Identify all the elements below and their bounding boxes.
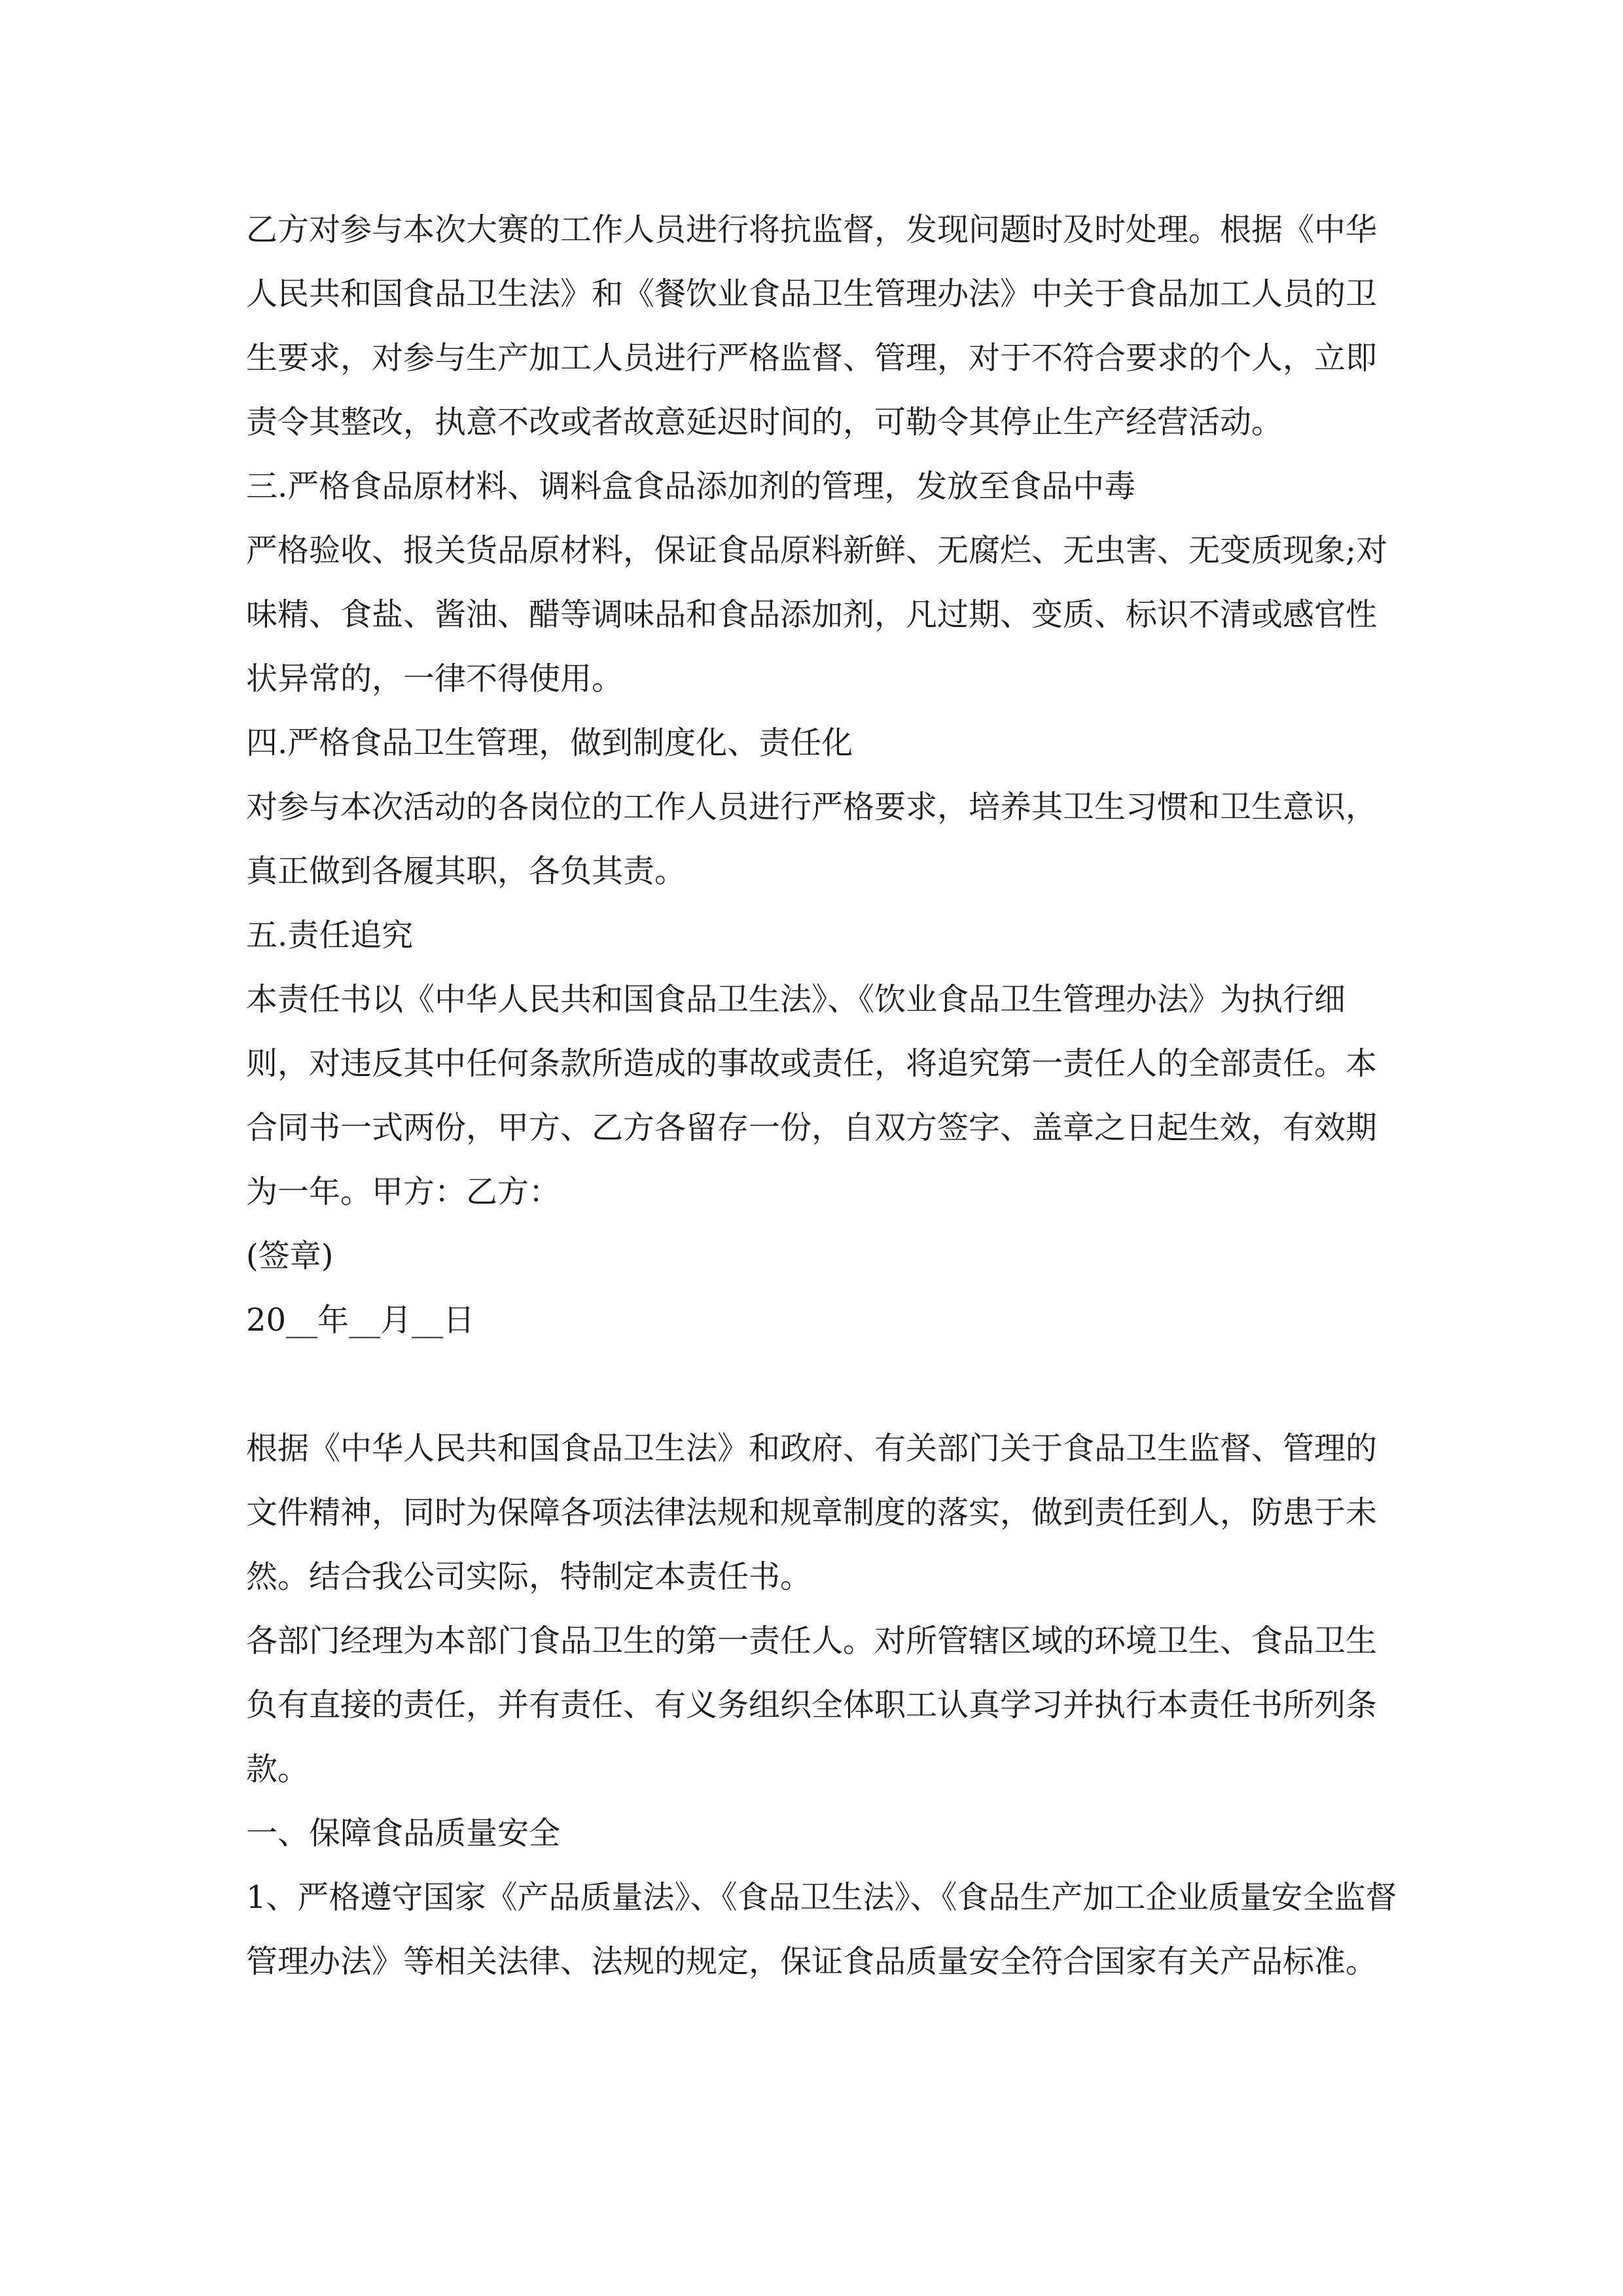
signature-stamp-label: (签章) (246, 1238, 334, 1274)
signature-date-line: 20__年__月__日 (246, 1302, 475, 1338)
document-body (246, 198, 1398, 1994)
paragraph-quality-laws: 1、严格遵守国家《产品质量法》、《食品卫生法》、《食品生产加工企业质量安全监督管理办法》等相关法律、法规的规定，保证食品质量安全符合国家有关产品标准。 (246, 1879, 1397, 1980)
paragraph-supervision: 乙方对参与本次大赛的工作人员进行将抗监督，发现问题时及时处理。根据《中华人民共和国食品卫生法》和《餐饮业食品卫生管理办法》中关于食品加工人员的卫生要求，对参与生产加工人员进行严格监督、管理，对于不符合要求的个人，立即责令其整改，执意不改或者故意延迟时间的，可勒令其停止生产经营活动。 (246, 211, 1378, 440)
paragraph-department-manager: 各部门经理为本部门食品卫生的第一责任人。对所管辖区域的环境卫生、食品卫生负有直接的责任，并有责任、有义务组织全体职工认真学习并执行本责任书所列条款。 (246, 1623, 1378, 1787)
paragraph-staff-requirements: 对参与本次活动的各岗位的工作人员进行严格要求，培养其卫生习惯和卫生意识，真正做到各履其职，各负其责。 (246, 789, 1378, 889)
paragraph-preamble: 根据《中华人民共和国食品卫生法》和政府、有关部门关于食品卫生监督、管理的文件精神，同时为保障各项法律法规和规章制度的落实，做到责任到人，防患于未然。结合我公司实际，特制定本责任书。 (246, 1430, 1378, 1595)
section-heading-3: 三.严格食品原材料、调料盒食品添加剂的管理，发放至食品中毒 (246, 468, 1136, 505)
section-heading-1: 一、保障食品质量安全 (246, 1815, 561, 1852)
section-heading-4: 四.严格食品卫生管理，做到制度化、责任化 (246, 725, 853, 761)
paragraph-liability: 本责任书以《中华人民共和国食品卫生法》、《饮业食品卫生管理办法》为执行细则，对违反其中任何条款所造成的事故或责任，将追究第一责任人的全部责任。本合同书一式两份，甲方、乙方各留存一份，自双方签字、盖章之日起生效，有效期为一年。甲方：乙方： (246, 981, 1378, 1210)
section-heading-5: 五.责任追究 (246, 917, 414, 954)
paragraph-raw-materials: 严格验收、报关货品原材料，保证食品原料新鲜、无腐烂、无虫害、无变质现象;对味精、食盐、酱油、醋等调味品和食品添加剂，凡过期、变质、标识不清或感官性状异常的，一律不得使用。 (246, 532, 1388, 697)
